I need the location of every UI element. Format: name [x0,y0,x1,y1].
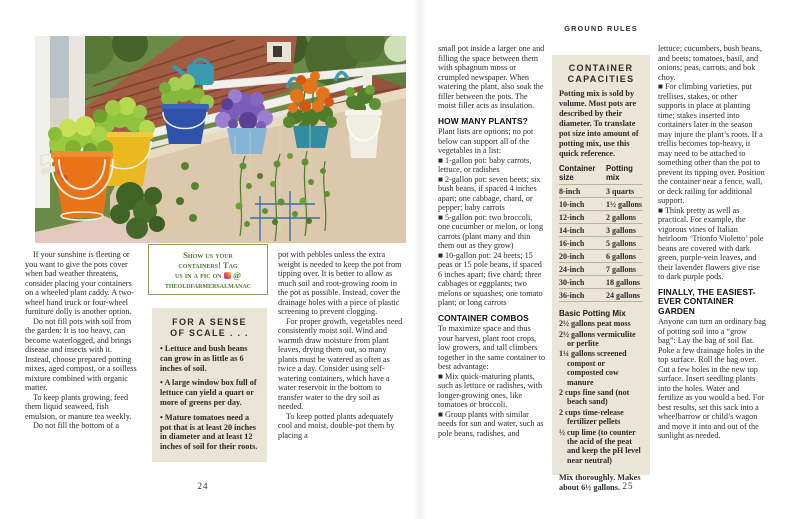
page-number-left: 24 [197,481,209,491]
paragraph: Anyone can turn an ordinary bag of potting soil into a “grow bag”: Lay the bag of soil flat. Poke a few drainage holes in the top surface. Roll the bag over. Cut a few holes in the new top surface. Insert seedling plants into the holes. Water and fertilize as you would a bed. For best results, set this sack into a wheelbarrow or child’s wagon and move it into and out of the sunlight as needed. [658,317,766,440]
window-frame [35,36,50,208]
column-header-mix: Potting mix [606,164,633,182]
table-row: 8-inch 3 quarts [559,185,643,198]
paragraph: For proper growth, vegetables need consistently moist soil. Wind and warmth draw moisture from plant leaves, drying them out, so many plants must be watered as often as twice a day. Consider using self-watering containers, which have a water reservoir in the bottom to transfer water to the dry soil as needed. [278,316,403,411]
mix-item: 1¼ gallons screened compost or composted cow manure [559,349,627,387]
paragraph: To keep potted plants adequately cool and moist, double-pot them by placing a [278,411,395,440]
basic-potting-mix-heading: Basic Potting Mix [559,309,626,319]
capacities-intro: Potting mix is sold by volume. Most pots are described by their diameter. To translate pot size into amount of potting mix, use this quick reference. [559,89,639,158]
paragraph: pot with pebbles unless the extra weight is needed to keep the pot from tipping over. It is better to allow as much soil and root-growing room in the pot as possible. Instead, cover the drainage holes with a piece of plastic screening to prevent clogging. [278,250,402,316]
right-column-3 [658,44,766,441]
social-line: us in a pic on @ [175,270,241,280]
bullet-item: ■ 5-gallon pot: two broccoli, one cucumber or melon, or long carrots (plant many and thin them out as they grow) [438,212,544,250]
page-gutter [412,0,428,519]
mix-item: 2 cups time-release fertilizer pellets [559,407,624,427]
mix-item: 2 cups fine sand (not beach sand) [559,388,630,407]
table-row: 10-inch 1½ gallons [559,199,643,209]
balcony-photo-illustration [35,36,406,243]
scale-bullet: • Lettuce and bush beans can grow in as little as 6 inches of soil. [160,344,248,373]
column-header-size: Container size [559,164,596,182]
social-line: Show us your [183,250,233,260]
mix-item: ½ cup lime (to counter the acid of the peat and keep the pH level near neutral) [559,427,641,465]
mix-note: Mix thoroughly. Makes about 6½ gallons. [559,473,641,493]
paragraph: If your sunshine is fleeting or you want to give the pots cover when bad weather threatens, consider placing your containers on a wheeled plant caddy. A two-wheel hand truck or four-wheel furniture dolly is another option. [25,250,134,316]
bullet-item: ■ 10-gallon pot: 24 beets; 15 peas or 15 pole beans, if spaced 6 inches apart; five chard; three cabbages or eggplants; two melons or squashes; one tomato plant; or long carrots [438,250,543,307]
bullet-item: ■ 2-gallon pot: seven beets; six bush beans, if spaced 4 inches apart; one cabbage, chard, or pepper; baby carrots [438,174,541,212]
paragraph: To maximize space and thus your harvest, plant root crops, low growers, and tall climbers together in the same container to best advantage: [438,324,546,371]
left-column-1 [25,250,137,431]
bullet-item: ■ 1-gallon pot: baby carrots, lettuce, or radishes [438,155,532,174]
section-heading: FINALLY, THE EASIEST-EVER CONTAINER GARDEN [658,286,756,316]
bullet-item: ■ Mix quick-maturing plants, such as lettuce or radishes, with longer-growing ones, like tomatoes or broccoli. [438,371,543,409]
running-head: GROUND RULES [564,24,638,33]
section-heading: CONTAINER COMBOS [438,312,529,323]
scale-bullet: • Mature tomatoes need a pot that is at least 20 inches in diameter and at least 12 inches of soil for their roots. [160,412,258,452]
paragraph: lettuce; cucumbers, bush beans, and beets; tomatoes, basil, and onions; peas, carrots, and bok choy. [658,44,762,82]
table-row: 12-inch 2 gallons [559,211,643,224]
scale-box-title: FOR A SENSE OF SCALE . . . [170,317,249,338]
mix-item: 2½ gallons peat moss [559,319,631,329]
table-row: 30-inch 18 gallons [559,276,643,289]
social-callout-box [148,244,268,295]
table-row: 20-inch 6 gallons [559,250,643,263]
bullet-item: ■ For climbing varieties, put trellises, stakes, or other supports in place at planting time; stakes inserted into containers later in the season may injure the plant’s roots. If a trellis becomes top-heavy, it may need to be attached to something other than the pot to prevent its tipping over. Position the container near a fence, wall, or deck railing for additional support. [658,82,765,205]
scale-bullet: • A large window box full of lettuce can yield a quart or more of greens per day. [160,378,257,407]
capacities-title: CONTAINER CAPACITIES [567,63,635,84]
social-line: containers! Tag [178,260,238,270]
right-column-1 [438,44,546,438]
paragraph: Plant lists are options; no pot below can support all of the vegetables in a list: [438,127,534,155]
paragraph: Do not fill the bottom of a [33,421,119,430]
section-heading: HOW MANY PLANTS? [438,115,528,126]
table-row: 14-inch 3 gallons [559,224,643,237]
table-row: 24-inch 7 gallons [559,263,643,276]
social-handle: theoldfarmersalmanac [164,280,252,290]
bullet-item: ■ Group plants with similar needs for sun and water, such as pole beans, radishes, and [438,409,544,438]
left-column-3 [278,250,406,440]
bullet-item: ■ Think pretty as well as practical. For example, the vigorous vines of Italian heirloom ‘Trionfo Violetto’ pole beans are covered with dark green, purple-vein leaves, and their lavender flowers give rise to dark purple pods. [658,205,764,281]
table-row: 36-inch 24 gallons [559,289,643,302]
sense-of-scale-box [152,308,267,462]
paragraph: Do not fill pots with soil from the garden: It is too heavy, can become waterlogged, and brings disease and insects with it. Instead, choose prepared potting mixes, aged compost, or a soilless mixture combined with organic matter. [25,316,137,392]
balcony-container-garden-photo [35,36,406,243]
table-row: 16-inch 5 gallons [559,237,643,250]
mix-item: 2½ gallons vermiculite or perlite [559,329,636,348]
instagram-icon [224,272,231,279]
paragraph: To keep plants growing, feed them liquid seaweed, fish emulsion, or manure tea weekly. [25,392,132,421]
capacities-table [559,165,643,302]
paragraph: small pot inside a larger one and filling the space between them with sphagnum moss or crumpled newspaper. When watering the plant, also soak the filler between the pots. The moist filler acts as insulation. [438,44,545,110]
page-number-right: 25 [622,481,634,491]
